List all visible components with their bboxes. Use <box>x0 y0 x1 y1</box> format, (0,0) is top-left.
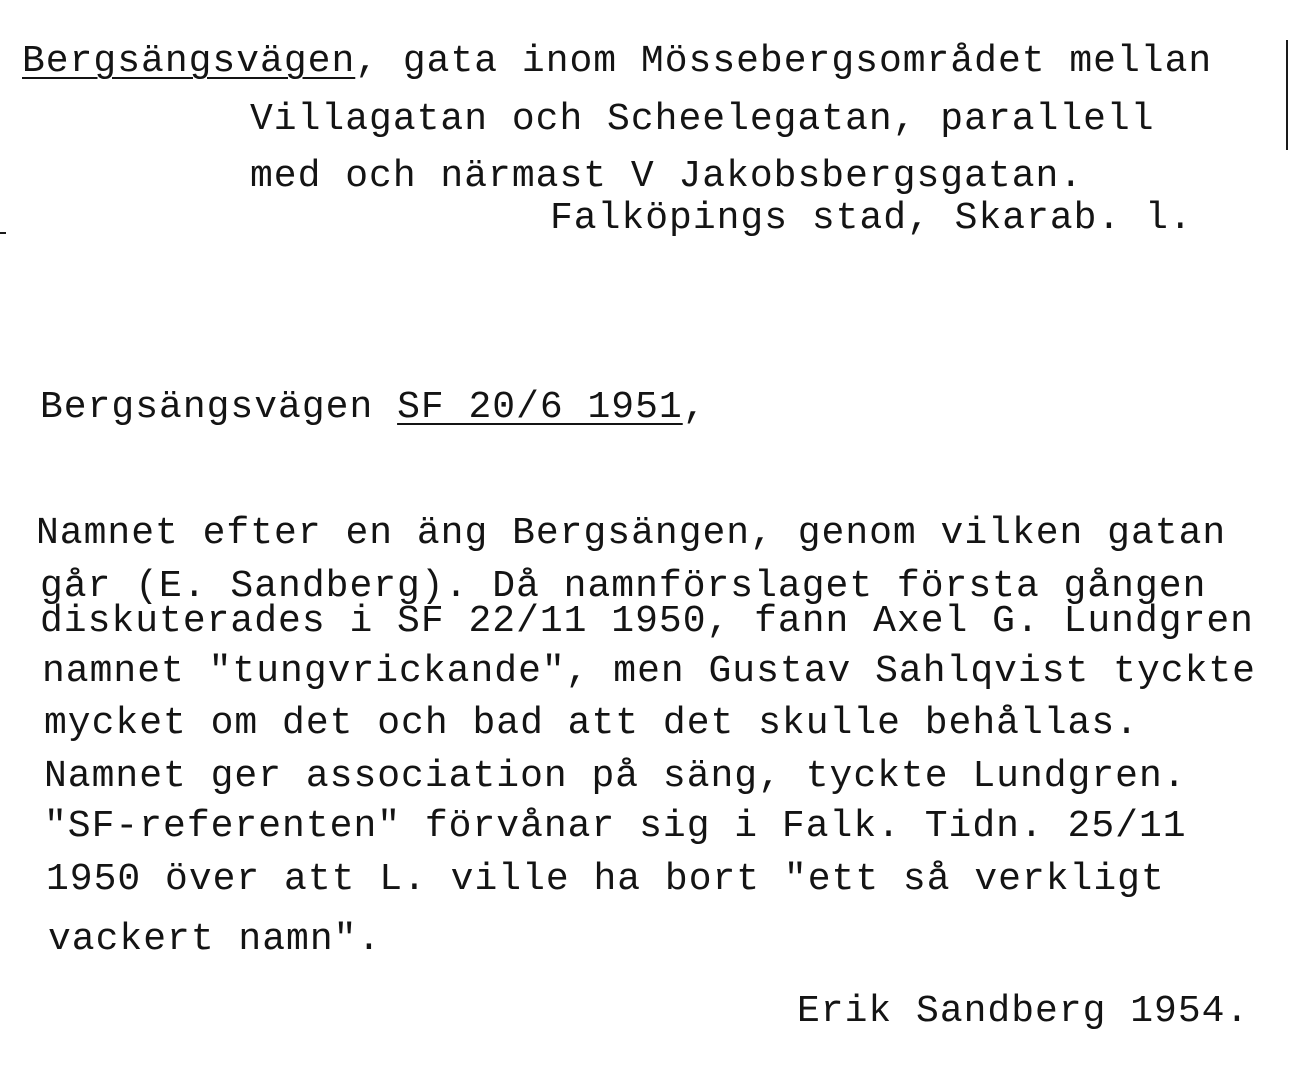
location: Falköpings stad, Skarab. l. <box>550 197 1193 240</box>
decision-line <box>40 386 707 430</box>
card-left-tick <box>0 232 6 234</box>
entry-line-2: Villagatan och Scheelegatan, parallell <box>250 98 1155 141</box>
decision-name: Bergsängsvägen <box>40 386 374 429</box>
paragraph-line: går (E. Sandberg). Då namnförslaget första gången <box>40 565 1207 608</box>
paragraph-line: namnet "tungvrickande", men Gustav Sahlqvist tyckte <box>42 650 1256 693</box>
entry-line-1 <box>22 40 1212 84</box>
headword: Bergsängsvägen <box>22 40 356 83</box>
paragraph-line: mycket om det och bad att det skulle behållas. <box>44 702 1139 745</box>
headword-description: , gata inom Mössebergsområdet mellan <box>355 40 1213 83</box>
signature: Erik Sandberg 1954. <box>797 990 1250 1033</box>
paragraph-line: 1950 över att L. ville ha bort "ett så verkligt <box>46 858 1165 901</box>
paragraph-line: vackert namn". <box>48 918 382 961</box>
decision-trail: , <box>682 386 707 429</box>
decision-source: SF 20/6 1951 <box>397 386 683 429</box>
card-right-edge <box>1286 40 1288 150</box>
paragraph-line: diskuterades i SF 22/11 1950, fann Axel G. Lundgren <box>40 600 1254 643</box>
entry-line-3: med och närmast V Jakobsbergsgatan. <box>250 155 1084 198</box>
paragraph-line: Namnet ger association på säng, tyckte Lundgren. <box>44 755 1187 798</box>
paragraph-line: "SF-referenten" förvånar sig i Falk. Tidn. 25/11 <box>44 805 1187 848</box>
paragraph-line: Namnet efter en äng Bergsängen, genom vilken gatan <box>36 512 1227 555</box>
